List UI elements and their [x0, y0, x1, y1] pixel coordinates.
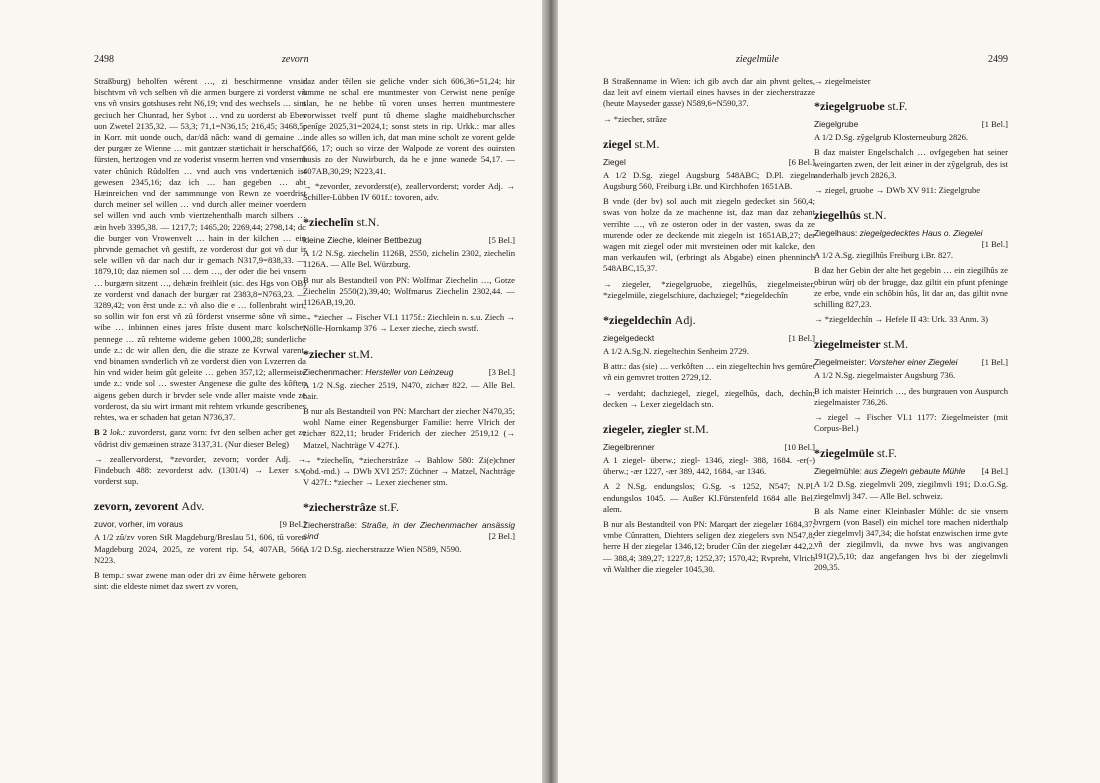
body-text: Straßburg) beholfen wèrent …, zi beschirmenne vnsir bischtvm vñ vch selben vñ die armen burgere zi vorderst vñ vns vñ vnsirs gotshuses reht N6,19; vnd des wechsels … sint geciuch her Chunrad, her Sybot … vnd zu uorderst ab Eber uon Zwetel 2135,32. — 53,3; 71,1=N36,15; 216,45; 3468,5; in Korr. mit uonde ouch, dar/dâ nâch: wand di gemaine … der purgær ze Wienne … mit gantzær stætichait ir herschaft, fürsten, hertzogen vnd ze voderist vnserm herren vnd vnserm vater chûnich Rûdolfen … vnd auch vns vndertænich ist gewesen 2345,16; daz ich … han gegeben … abt Hæinreichen vnd der sammnunge von Rewn ze voerdrist durch meiner sel willen … vnd durch aller meiner voerdern sel willen vnd auch vmb viertzehenthalb march silbers … æin hveb 3395,38. — 1217,7; 1465,20; 2269,44; 2798,14; dc die burger von Vrowenvelt … hain in der kilchen … ein phrvnde gemachet vñ gestift, ze vorderost dur got vñ dur ir sele willen vñ dar nach dur ir gemach N317,9=838,33. — 1879,10; daz niemen sol … dem …, der oder die bei vnsern … burgærn sitzent …, dehæin freihleit (sic. des Hgs von OB) ze vorderst vnd danach der burgær rat 2383,8=N763,23. — 3289,42; von êrst unde z.: vñ also die e … follenbraht wirt, so sollin wir fon erst vñ zû förderst vnserme sône vñ sime wibe … inbinnen eines jares frîste dusent marc kolscher pennege … zû rehteme wideme geben 1000,28; sunderliche unde z.: dc wir allen den, die die straze ze Kvrwal varent, vnd binamen svnderlich vñ ze vorderst dien von Lvzerren da hin vnd wider heim gût geleite … geben 357,12; allermeiste unde z.: vnde sol … swester Angenese die gulte des kôften aigens geben durch ir brvder sele vnde aller maiste vnde ze vorderost, da siu wirt irmant mit rehtem vrkunde gescribenes rehtes, wa er schaden hat getan N736,37. [94, 76, 306, 423]
cross-reference: → *zevorder, zevorderst(e), zeallervorderst; vorder Adj. → Schiller-Lübben IV 601f.: tovoren, adv. [303, 180, 515, 203]
sense-b: B ich maister Heinrich …, des burgrauen von Auspurch ziegelmaister 736,26. [814, 385, 1008, 407]
right-column-1 [603, 76, 815, 579]
running-head-right: ziegelmüle [736, 54, 779, 65]
cross-reference: → zeallervorderst, *zevorder, zevorn; vorder Adj. → Findebuch 488: zevorderst adv. (1301/4) → Lexer s.v. vorderst sup. [94, 453, 306, 487]
sense-b: B daz her Gebin der alte het gegebin … ein ziegilhûs ze obirun wûrj ob der brugge, daz giltit ein pfunt pfeninge ze erbe, vnde ein schôbin hûs, lit dar an, das giltit nvne schilling 827,23. [814, 265, 1008, 310]
meaning-line: Ziegelmühle: aus Ziegeln gebaute Mühle [4 Bel.] [814, 466, 1008, 477]
lemma-heading: *ziegelmüle st.F. [814, 446, 897, 461]
cross-reference: → ziegel → Fischer VI.1 1177: Ziegelmeister (mit Corpus-Bel.) [814, 412, 1008, 434]
sense-a2: A 2 N.Sg. endungslos; G.Sg. -s 1252, N547; N.Pl. endungslos 1045. — Außer Kl.Fürstenfeld 1684 alle Bel. alem. [603, 481, 815, 514]
right-page [558, 0, 1100, 783]
sense-a: A 1/2 D.Sg. zŷgelgrub Klosterneuburg 2826. [814, 132, 969, 143]
lemma-heading: ziegelmeister st.M. [814, 337, 909, 352]
body-text: daz ander têilen sie geliche vnder sich 606,36=51,24; hir umme ne schal ere muntmester von Cerwist nene penîge slan, he ne hebbe tû voren unses herren muntmestere vorwisset tvelf punt tû dheme slaghe maidheburchscher penîge 2025,31=2024,1; sonst stets in rip. Urkk.: mar alles inde alles so willen ich, dat man mine scholt ze vorent gelde 566, 17; ouch so virze der Walpode ze vorent des ouirsten husis zo der Nuwirburch, da he e jnne wanede 54,17. — 407AB,30,29; N223,41. [303, 76, 515, 176]
cross-reference: → *ziecher, strâze [603, 113, 667, 124]
lemma-heading: *ziecherstrâze st.F. [303, 500, 400, 515]
sense-a: A 1/2 N.Sg. ziecher 2519, N470, zichær 822. — Alle Bel. bair. [303, 379, 515, 401]
cross-reference: → *ziechelîn, *ziecherstrâze → Bahlow 580: Zi(e)chner (obd.-md.) → DWb XVI 257: Züchner → Matzel, Nachträge V 427f.: *ziecher → Lexer ziechener stm. [303, 454, 515, 488]
sense-a: A 1/2 zû/zv voren StR Magdeburg/Breslau 51, 606, tû voren Magdeburg 2024, 2025, ze vorent rip. 54, 407AB, 566, N223. [94, 532, 306, 565]
lemma-heading: *ziecher st.M. [303, 346, 374, 361]
meaning-line: Ziegelbrenner [10 Bel.] [603, 442, 815, 453]
sense-a: A 1/2 D.Sg. ziegelmvli 209, ziegilmvli 191; D.o.G.Sg. ziegelmvlj 347. — Alle Bel. schweiz. [814, 479, 1008, 501]
sense-a: A 1/2 A.Sg.N. ziegeltechin Senheim 2729. [603, 346, 749, 357]
sense-a: A 1/2 N.Sg. ziegelmaister Augsburg 736. [814, 370, 956, 381]
cross-reference: → ziegel, gruobe → DWb XV 911: Ziegelgrube [814, 185, 981, 196]
left-column-1 [94, 76, 306, 596]
cross-reference: → *ziegeldechîn → Hefele II 43: Urk. 33 Anm. 3) [814, 314, 988, 325]
sense-b: B nur als Bestandteil von PN: Marqart der ziegelær 1684,37; vmbe Cûnratten, Diehters seligen dez ziegelers svn N547,8; herre H der ziegelar 1346,12; bruder Cûn der ziegeIær 442,2. — 388,4; 389,27; 1227,8; 1252,37; 1570,42; Rvpreht, Vlrich vñ Walther die ziegeler 1045,30. [603, 519, 815, 574]
meaning-line: Ziechenmacher: Hersteller von Leinzeug [3 Bel.] [303, 366, 515, 377]
cross-reference: → ziegeler, *ziegelgruobe, ziegelhûs, ziegelmeister, *ziegelmüle, ziegelschiure, dachziegel; *ziegeldechîn [603, 278, 815, 300]
sense-b2: B 2 lok.: zuvorderst, ganz vorn: fvr den selben acher get ze vôdrist div gemæinen straze 3137,31. (Nur dieser Beleg) [94, 427, 307, 449]
meaning-line: Ziegel [6 Bel.] [603, 156, 815, 167]
lemma-heading: ziegeler, ziegler st.M. [603, 422, 709, 437]
meaning-line: Ziegelgrube [1 Bel.] [814, 119, 1008, 130]
sense-b: B vnde (der bv) sol auch mit ziegeln gedecket sin 560,4; swas von holze da ze machenne ist, daz man daz zehant verrihte …, vñ ze osteron oder in der vasten, swas da ze murende oder ze deckende mit ziegeln ist 1651AB,27; der wagen mit ziegel oder mit mvrsteinen oder mit kalcke, den man verkaufen wil, (erbringt als Abgabe) einen phenninch 548ABC,15,37. [603, 196, 815, 274]
meaning-line: kleine Zieche, kleiner Bettbezug [5 Bel.] [303, 235, 515, 246]
page-number-right: 2499 [988, 54, 1008, 65]
sense-b: B Straßenname in Wien: ich gib avch dar ain phvnt geltes, daz leit avf einem viertail eines havses in der ziecherstrazze (heute Mayseder gasse) N589,6=N590,37. [603, 76, 815, 109]
sense-a: A 1/2 A.Sg. ziegilhûs Freiburg i.Br. 827. [814, 250, 954, 261]
cross-reference: → *ziecher → Fischer VI.1 1175f.: Ziechlein n. s.u. Ziech → Nölle-Hornkamp 376 → Lexer zieche, ziech swstf. [303, 312, 515, 334]
lemma-heading: ziegelhûs st.N. [814, 208, 887, 223]
meaning-line: ziegelgedeckt [1 Bel.] [603, 333, 815, 344]
cross-reference: → verdaht; dachziegel, ziegel, ziegelhûs, dach, dechîn; decken → Lexer ziegeldach stn. [603, 387, 815, 409]
left-page [0, 0, 542, 783]
lemma-heading: *ziechelîn st.N. [303, 215, 380, 230]
meaning-line: Ziecherstraße: Straße, in der Ziechenmacher ansässig sind [2 Bel.] [303, 520, 516, 542]
cross-reference: → ziegelmeister [814, 76, 871, 86]
sense-a: A 1/2 D.Sg. ziecherstrazze Wien N589, N590. [303, 544, 462, 555]
sense-b: B als Name einer Kleinbasler Mühle: dc sie vnsern bvrgern (von Basel) ein michel tore machen niderthalp der ziegelmvlj 347,34; die hofstat enzwischen irme gvte vñ der ziegilmvli, da nvwe hvs was angivangen 191(2),5,10; daz angefangen hvs bi der ziegelmvli 209,35. [814, 505, 1008, 572]
sense-a1: A 1 ziegel- überw.; ziegl- 1346, ziegl- 388, 1684. -er(-) überw.; -ær 1227, -ær 389, 442, 1684, -ar 1346. [603, 455, 815, 477]
meaning-line: Ziegelhaus: ziegelgedecktes Haus o. Ziegelei [1 Bel.] [814, 228, 1008, 250]
meaning-line: zuvor, vorher, im voraus [9 Bel.] [94, 519, 306, 530]
sense-b: B nur als Bestandteil von PN: Marchart der ziecher N470,35; wohl Name einer Regensburger Familie: herre Vlrich der zichær 822,11; bruder Friderich der ziecher 2519,12 (→ Matzel, Nachträge V 427f.). [303, 406, 515, 450]
sense-b: B nur als Bestandteil von PN: Wolfmar Ziechelin …, Gotze Ziechelin 2550(2),39,40; Wolfmarus Ziechelin 2302,44. — 1126AB,19,20. [303, 274, 515, 308]
right-column-2 [814, 76, 1008, 577]
meaning-line: Ziegelmeister: Vorsteher einer Ziegelei [1 Bel.] [814, 357, 1008, 368]
book-gutter [542, 0, 558, 783]
sense-a: A 1/2 D.Sg. ziegel Augsburg 548ABC; D.Pl. ziegeln Augsburg 560, Freiburg i.Br. und Kirchhofen 1651AB. [603, 169, 815, 192]
page-number-left: 2498 [94, 54, 114, 65]
lemma-heading: zevorn, zevorent Adv. [94, 499, 205, 514]
sense-b: B attr.: das (sie) … verkôften … ein ziegeltechin hvs gemûret vñ ein gemvret trotten 2729,12. [603, 361, 815, 383]
lemma-heading: *ziegeldechîn Adj. [603, 313, 696, 328]
lemma-heading: ziegel st.M. [603, 136, 660, 151]
left-column-2 [303, 76, 515, 560]
lemma-heading: *ziegelgruobe st.F. [814, 99, 908, 114]
sense-b: B daz maister Engelschalch … ovfgegeben hat seiner weingarten zwen, der leit æiner in der zŷgelgrub, des ist anderhalb jevch 2826,3. [814, 147, 1008, 180]
running-head-left: zevorn [282, 54, 309, 65]
sense-a: A 1/2 N.Sg. ziechelin 1126B, 2550, zichelin 2302, ziechelin 1126A. — Alle Bel. Würzburg. [303, 248, 515, 270]
sense-b: B temp.: swar zwene man oder dri zv êime hêrwete geboren sint: die eldeste nimet daz swert zv voren, [94, 569, 306, 592]
